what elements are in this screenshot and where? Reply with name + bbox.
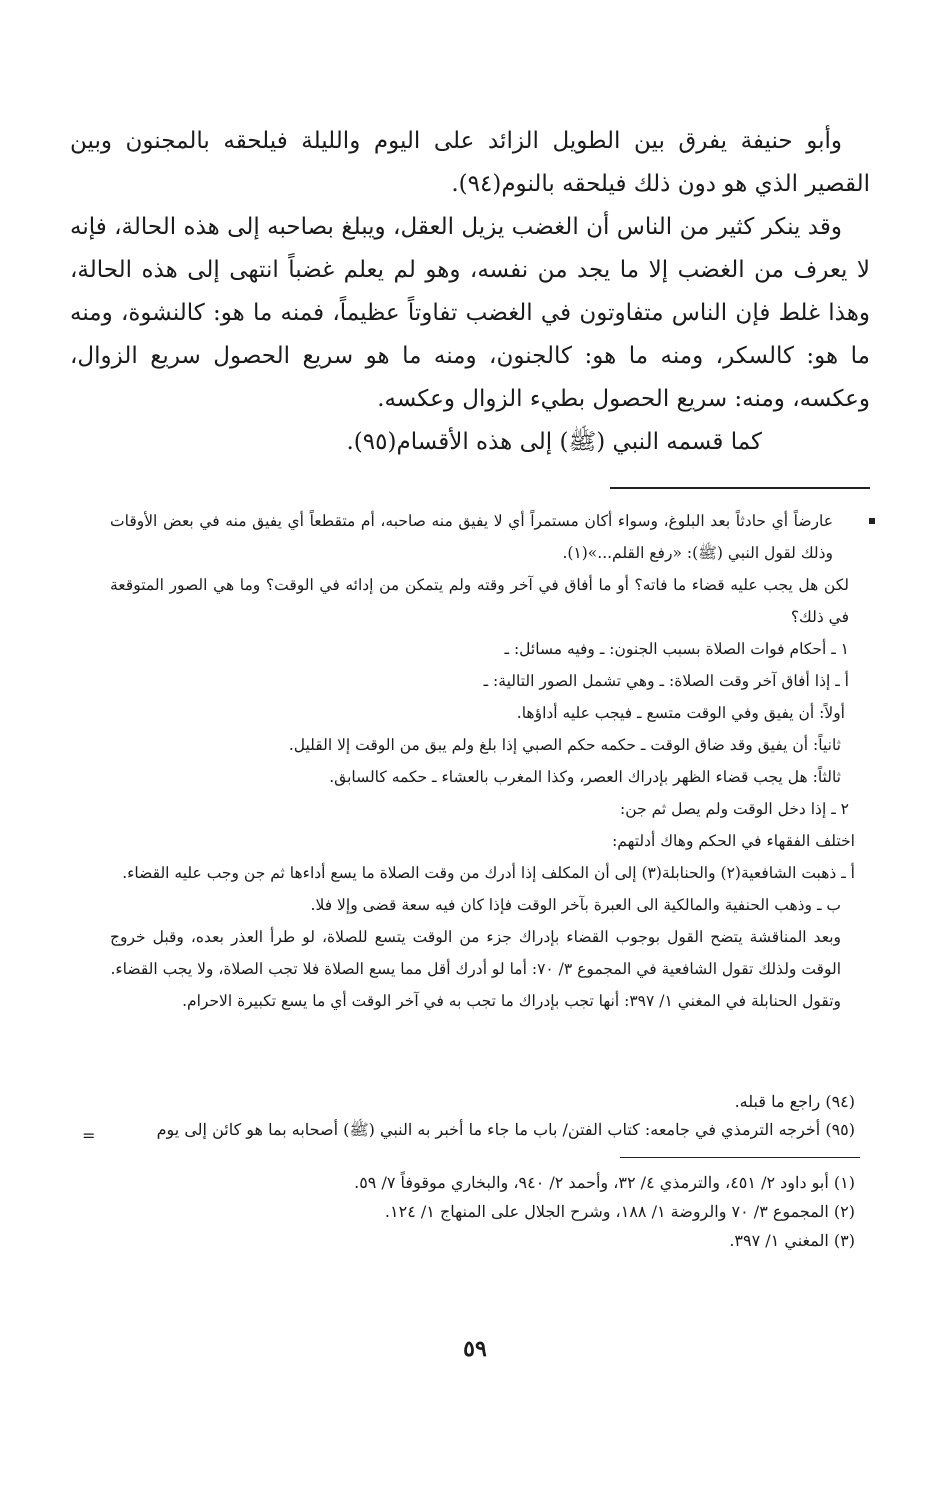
main-paragraph-1: وأبو حنيفة يفرق بين الطويل الزائد على اليوم والليلة فيلحقه بالمجنون وبين القصير الذي هو دون ذلك فيلحقه بالنوم(٩٤).: [70, 128, 870, 197]
bullet-note: [110, 505, 855, 569]
main-paragraph-2: وقد ينكر كثير من الناس أن الغضب يزيل العقل، ويبلغ بصاحبه إلى هذه الحالة، فإنه لا يعرف من الغضب إلا ما يجد من نفسه، وهو لم يعلم غضباً انتهى إلى هذه الحالة، وهذا غلط فإن الناس متفاوتون في الغضب تفاوتاً عظيماً، فمنه ما هو: كالنشوة، ومنه ما هو: كالسكر، ومنه ما هو: كالجنون، ومنه ما هو سريع الحصول سريع الزوال، وعكسه، ومنه: سريع الحصول بطيء الزوال وعكسه.: [70, 214, 870, 412]
continuation-mark: =: [82, 1126, 96, 1145]
page-number: ٥٩: [463, 1336, 487, 1362]
note-discussion: وبعد المناقشة يتضح القول بوجوب القضاء بإدراك جزء من الوقت يتسع للصلاة، لو طرأ العذر بعده، وقبل خروج الوقت ولذلك تقول الشافعية في المجموع ٣/ ٧٠: أما لو أدرك أقل مما يسع الصلاة فلا تجب الصلاة، ولا يجب القضاء.: [110, 928, 841, 978]
footnote-95: (٩٥) أخرجه الترمذي في جامعه: كتاب الفتن/ باب ما جاء ما أخبر به النبي (ﷺ) أصحابه بما هو كائن إلى يوم: [156, 1120, 855, 1139]
note-third: ثالثاً: هل يجب قضاء الظهر بإدراك العصر، وكذا المغرب بالعشاء ـ حكمه كالسابق.: [329, 768, 841, 786]
note-item-a2: أ ـ ذهبت الشافعية(٢) والحنابلة(٣) إلى أن المكلف إذا أدرك من وقت الصلاة ما يسع أداءها ثم جن وجب عليه القضاء.: [122, 864, 855, 882]
note-item-a: أ ـ إذا أفاق آخر وقت الصلاة: ـ وهي تشمل الصور التالية: ـ: [483, 672, 849, 690]
footnotes-main: [95, 1088, 855, 1144]
note-heading-1: ١ ـ أحكام فوات الصلاة بسبب الجنون: ـ وفيه مسائل: ـ: [504, 640, 849, 658]
footnote-separator-bottom: [620, 1157, 860, 1158]
note-second: ثانياً: أن يفيق وقد ضاق الوقت ـ حكمه حكم الصبي إذا بلغ ولم يبق من الوقت إلا القليل.: [288, 736, 841, 754]
note-heading-2: ٢ ـ إذا دخل الوقت ولم يصل ثم جن:: [620, 800, 849, 818]
footnote-separator-top: [610, 487, 870, 489]
bullet-icon: [869, 518, 875, 524]
footnotes-sub: [95, 1168, 855, 1255]
note-bullet-text: عارضاً أي حادثاً بعد البلوغ، وسواء أكان مستمراً أي لا يفيق منه صاحبه، أم متقطعاً أي يفيق منه في بعض الأوقات وذلك لقول النبي (ﷺ): «رفع القلم...»(١).: [110, 512, 833, 562]
note-question: لكن هل يجب عليه قضاء ما فاته؟ أو ما أفاق في آخر وقته ولم يتمكن من إدائه في الوقت؟ وما هي الصور المتوقعة في ذلك؟: [110, 576, 849, 626]
note-hanabila: وتقول الحنابلة في المغني ١/ ٣٩٧: أنها تجب بإدراك ما تجب به في آخر الوقت أي ما يسع تكبيرة الاحرام.: [182, 992, 841, 1010]
note-first: أولاً: أن يفيق وفي الوقت متسع ـ فيجب عليه أداؤها.: [516, 704, 845, 722]
footnote-sub-1: (١) أبو داود ٢/ ٤٥١، والترمذي ٤/ ٣٢، وأحمد ٢/ ٩٤٠، والبخاري موقوفاً ٧/ ٥٩.: [354, 1173, 855, 1192]
footnote-sub-3: (٣) المغني ١/ ٣٩٧.: [729, 1231, 855, 1250]
main-text: [70, 120, 870, 464]
footnote-94: (٩٤) راجع ما قبله.: [734, 1092, 855, 1111]
margin-notes: [110, 505, 855, 1017]
note-item-b2: ب ـ وذهب الحنفية والمالكية الى العبرة بآخر الوقت فإذا كان فيه سعة قضى وإلا فلا.: [310, 896, 841, 914]
footnote-sub-2: (٢) المجموع ٣/ ٧٠ والروضة ١/ ١٨٨، وشرح الجلال على المنهاج ١/ ١٢٤.: [384, 1202, 855, 1221]
main-paragraph-3: كما قسمه النبي (ﷺ) إلى هذه الأقسام(٩٥).: [346, 429, 762, 455]
note-disagreement: اختلف الفقهاء في الحكم وهاك أدلتهم:: [612, 832, 855, 850]
